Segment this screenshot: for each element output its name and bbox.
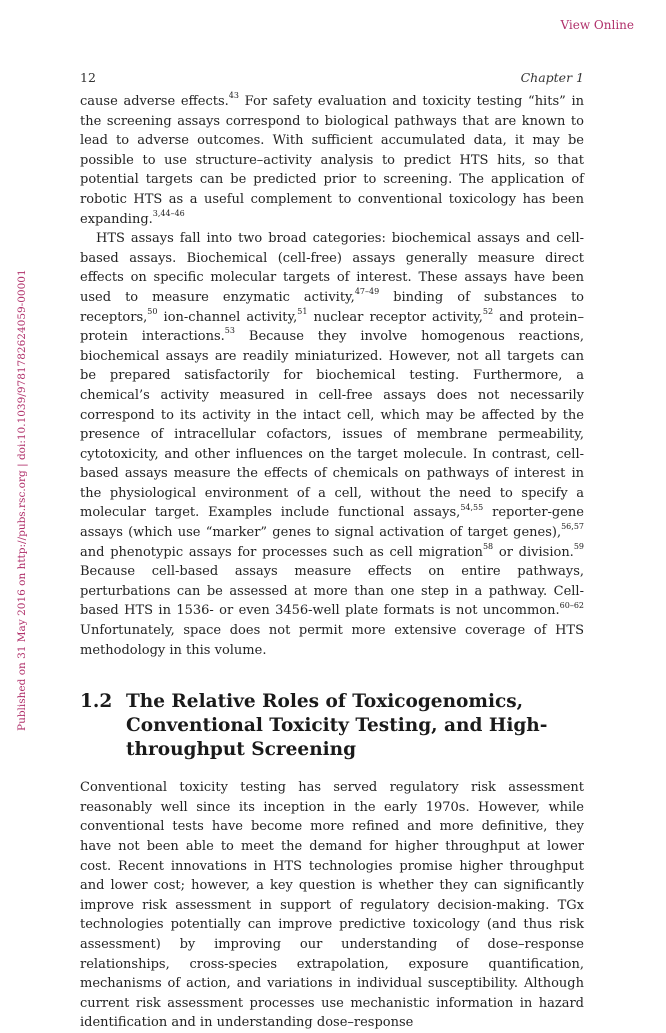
citation: 54,55 xyxy=(460,502,484,512)
body-text xyxy=(80,92,584,1033)
text-run: nuclear receptor activity, xyxy=(307,309,483,325)
text-run: cause adverse effects. xyxy=(80,94,229,109)
paragraph-1 xyxy=(80,92,584,229)
citation: 51 xyxy=(297,306,308,316)
publication-side-note[interactable]: Published on 31 May 2016 on http://pubs.rsc.org | doi:10.1039/9781782624059-00001 xyxy=(16,269,28,731)
text-run: ion-channel activity, xyxy=(157,309,298,325)
citation: 43 xyxy=(228,91,239,101)
citation: 47–49 xyxy=(354,287,380,297)
text-run: reporter-gene assays (which use “marker” genes to signal activation of target genes), xyxy=(80,505,585,541)
citation: 58 xyxy=(482,541,494,551)
citation: 53 xyxy=(224,326,235,336)
section-title: The Relative Roles of Toxicogenomics, Conventional Toxicity Testing, and High-throughput Screening xyxy=(126,691,548,761)
citation: 3,44–46 xyxy=(152,208,185,218)
text-run: binding of substances to receptors, xyxy=(80,289,584,325)
paragraph-3: Conventional toxicity testing has served regulatory risk assessment reasonably well since its inception in the early 1970s. However, while conventional tests have become more refined and more definitive, they have not been able to meet the demand for higher throughput at lower cost. Recent innovations in HTS technologies promise higher throughput and lower cost; however, a key question is whether they can significantly improve risk assessment in support of regulatory decision-making. TGx technologies potentially can improve predictive toxicology (and thus risk assessment) by improving our understanding of dose–response relationships, cross-species extrapolation, exposure quantification, mechanisms of action, and variations in individual susceptibility. Although current risk assessment processes use mechanistic information in hazard identification and in understanding dose–response xyxy=(80,780,584,1031)
text-run: For safety evaluation and toxicity testing “hits” in the screening assays correspond to biological pathways that are known to lead to adverse outcomes. With sufficient accumulated data, it may be possible to use structure–activity analysis to predict HTS hits, so that potential targets can be predicted prior to screening. The application of robotic HTS as a useful complement to conventional toxicology has been expanding. xyxy=(80,94,584,227)
paragraph-2 xyxy=(80,229,584,660)
citation: 52 xyxy=(482,306,494,316)
citation: 59 xyxy=(573,541,585,551)
section-number: 1.2 xyxy=(80,691,113,713)
view-online-link[interactable]: View Online xyxy=(560,18,634,32)
chapter-label: Chapter 1 xyxy=(520,70,584,85)
citation: 50 xyxy=(147,306,158,316)
citation: 56,57 xyxy=(561,522,584,532)
citation: 60–62 xyxy=(559,600,584,610)
text-run: HTS assays fall into two broad categories: biochemical assays and cell-based assays. Biochemical (cell-free) assays generally measure direct effects on specific molecular targets of interest. These assays have been used to measure enzymatic activity, xyxy=(80,231,584,305)
text-run: and protein–protein interactions. xyxy=(80,309,584,345)
text-run: or division. xyxy=(493,544,574,560)
text-run: Unfortunately, space does not permit more extensive coverage of HTS methodology in this volume. xyxy=(80,623,584,658)
text-run: Because cell-based assays measure effects on entire pathways, perturbations can be assessed at more than one step in a pathway. Cell-based HTS in 1536- or even 3456-well plate formats is not uncommon. xyxy=(80,564,584,619)
text-run: Because they involve homogenous reactions, biochemical assays are readily miniaturized. However, not all targets can be prepared satisfactorily for biochemical testing. Furthermore, a chemical’s activity measured in cell-free assays does not necessarily correspond to its activity in the intact cell, which may be affected by the presence of intracellular cofactors, issues of membrane permeability, cytotoxicity, and other influences on the target molecule. In contrast, cell-based assays measure the effects of chemicals on pathways of interest in the physiological environment of a cell, without the need to specify a molecular target. Examples include functional assays, xyxy=(80,329,584,521)
section-heading xyxy=(80,690,584,762)
text-run: and phenotypic assays for processes such as cell migration xyxy=(80,544,483,560)
running-head xyxy=(80,70,584,85)
page-number: 12 xyxy=(80,70,96,85)
